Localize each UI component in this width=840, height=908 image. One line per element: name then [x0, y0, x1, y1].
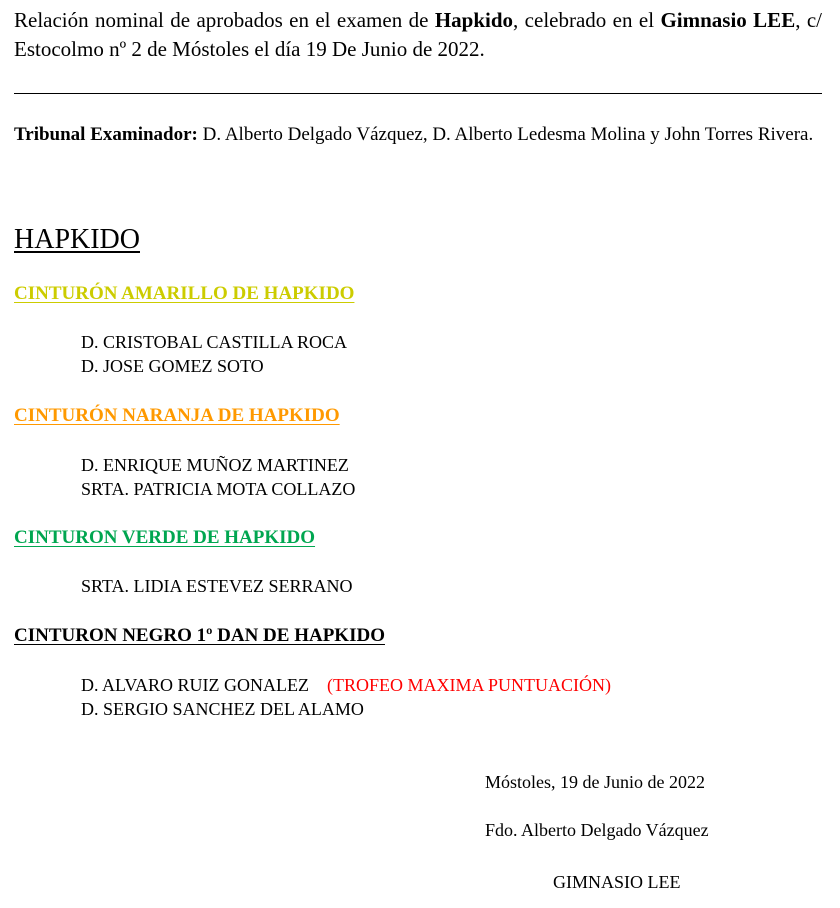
- list-item: D. ENRIQUE MUÑOZ MARTINEZ: [81, 455, 349, 475]
- list-item: SRTA. PATRICIA MOTA COLLAZO: [81, 479, 356, 499]
- signature-organization: GIMNASIO LEE: [553, 872, 681, 892]
- list-item: D. CRISTOBAL CASTILLA ROCA: [81, 332, 348, 352]
- signature-signed-by: Fdo. Alberto Delgado Vázquez: [485, 820, 709, 840]
- belt-title-black: CINTURON NEGRO 1º DAN DE HAPKIDO: [14, 625, 385, 646]
- intro-text-1: Relación nominal de aprobados en el examen de: [14, 8, 435, 32]
- belt-title-orange: CINTURÓN NARANJA DE HAPKIDO: [14, 405, 340, 426]
- signature-place-date: Móstoles, 19 de Junio de 2022: [485, 772, 705, 792]
- tribunal-paragraph: [14, 122, 822, 148]
- belt-list-green: [81, 574, 352, 598]
- belt-title-green: CINTURON VERDE DE HAPKIDO: [14, 527, 316, 548]
- name-text: D. ALVARO RUIZ GONALEZ: [81, 675, 310, 695]
- intro-discipline: Hapkido: [434, 8, 514, 32]
- intro-text-3: , c/ Estocolmo nº 2 de Móstoles el día 19 De Junio de 2022.: [14, 8, 822, 61]
- section-title: HAPKIDO: [14, 224, 140, 255]
- tribunal-members: D. Alberto Delgado Vázquez, D. Alberto Ledesma Molina y John Torres Rivera.: [197, 124, 814, 145]
- intro-gym-name: Gimnasio LEE: [660, 8, 796, 32]
- belt-list-orange: [81, 453, 355, 501]
- tribunal-label: Tribunal Examinador:: [14, 124, 198, 145]
- list-item: D. JOSE GOMEZ SOTO: [81, 356, 264, 376]
- intro-paragraph: [14, 6, 822, 64]
- trophy-note: (TROFEO MAXIMA PUNTUACIÓN): [327, 675, 612, 695]
- belt-list-black: [81, 673, 611, 721]
- belt-title-yellow: CINTURÓN AMARILLO DE HAPKIDO: [14, 283, 355, 304]
- belt-list-yellow: [81, 330, 347, 378]
- divider-line: [14, 93, 822, 94]
- intro-text-2: , celebrado en el: [513, 8, 661, 32]
- list-item: D. SERGIO SANCHEZ DEL ALAMO: [81, 699, 364, 719]
- list-item: [81, 673, 611, 697]
- list-item: SRTA. LIDIA ESTEVEZ SERRANO: [81, 576, 353, 596]
